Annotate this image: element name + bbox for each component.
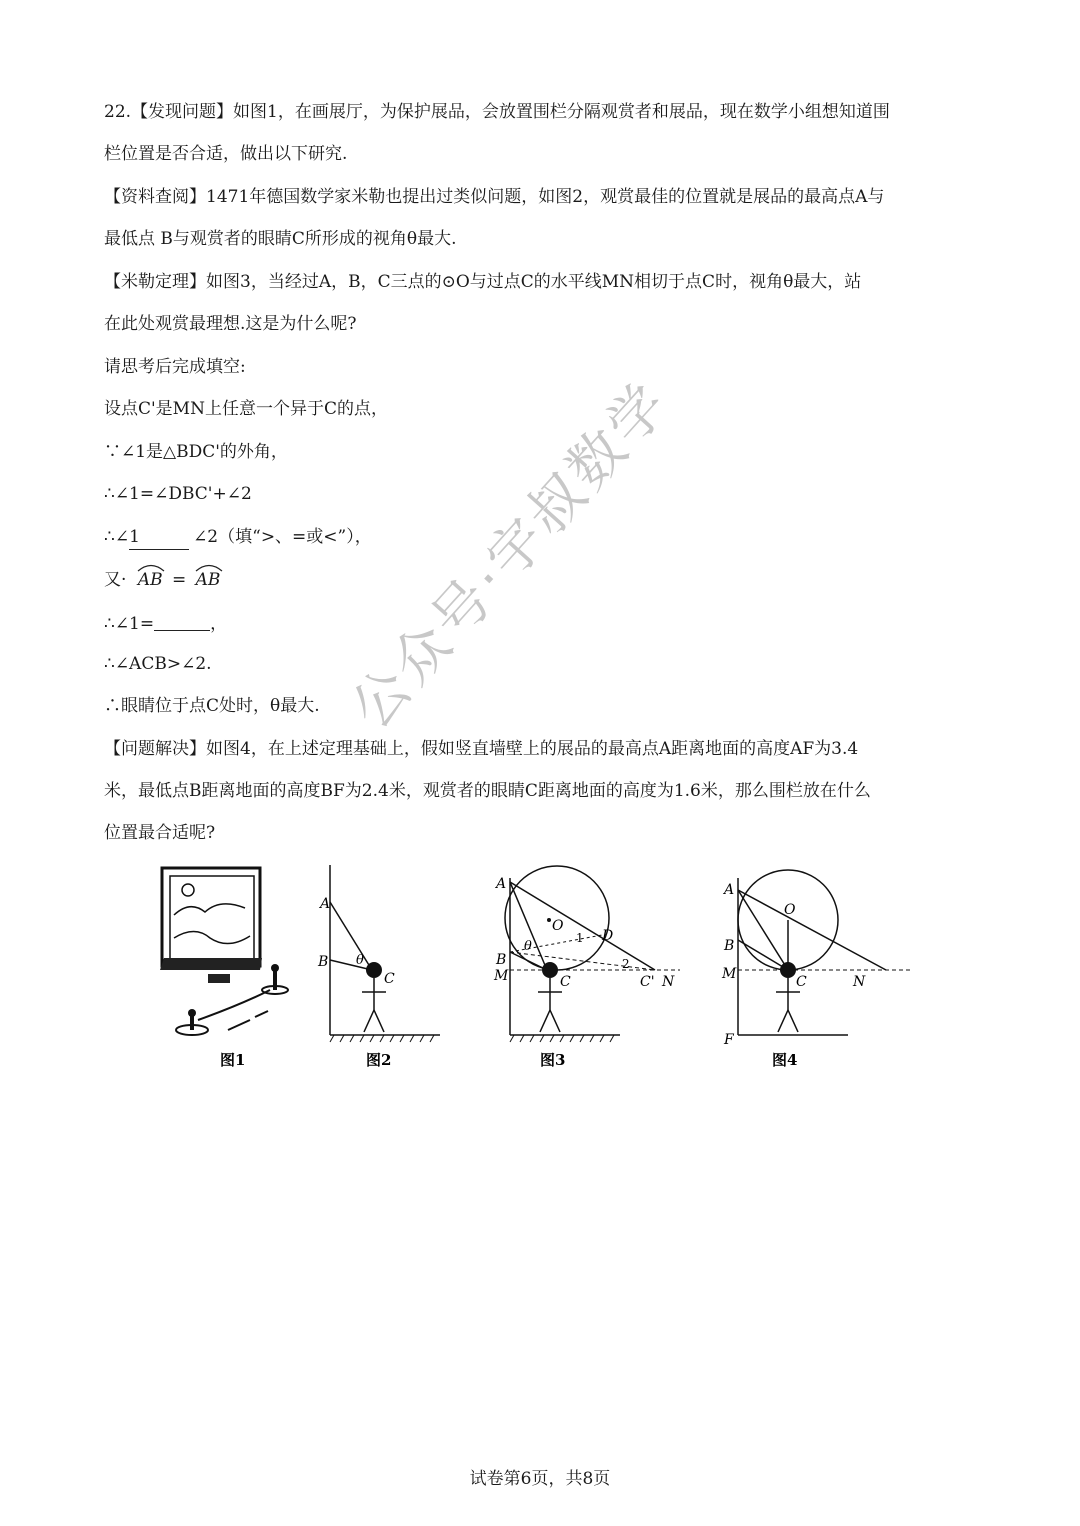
problem-line: 米，最低点B距离地面的高度BF为2.4米，观赏者的眼睛C距离地面的高度为1.6米，那么围栏放在什么 bbox=[104, 781, 871, 801]
fill-suffix: ∠2（填“>、=或<”）， bbox=[193, 527, 372, 547]
label-A: A bbox=[496, 876, 507, 892]
label-N: N bbox=[853, 974, 866, 990]
geometry-figures bbox=[150, 860, 940, 1080]
figure-2-caption: 图2 bbox=[366, 1051, 392, 1069]
fill-blank-empty[interactable] bbox=[154, 614, 210, 631]
label-C: C bbox=[384, 971, 395, 987]
sun-icon bbox=[182, 884, 194, 896]
arc-label: AB bbox=[137, 570, 163, 590]
figure-4-caption: 图4 bbox=[772, 1051, 798, 1069]
figure-1-caption: 图1 bbox=[220, 1051, 246, 1069]
label-A: A bbox=[724, 882, 735, 898]
problem-line: 设点C'是MN上任意一个异于C的点， bbox=[104, 399, 388, 419]
problem-line: ∵∠1是△BDC'的外角， bbox=[104, 442, 288, 462]
page-footer: 试卷第6页，共8页 bbox=[469, 1469, 611, 1489]
label-B: B bbox=[724, 938, 735, 954]
figure-3-caption: 图3 bbox=[540, 1051, 566, 1069]
problem-line: 最低点 B与观赏者的眼睛C所形成的视角θ最大. bbox=[104, 229, 457, 249]
arc-ab-1 bbox=[138, 568, 163, 592]
figure-2 bbox=[317, 865, 440, 1069]
fill-prefix: ∴∠ bbox=[104, 527, 130, 547]
problem-line: 【资料查阅】1471年德国数学家米勒也提出过类似问题，如图2，观赏最佳的位置就是展品的最高点A与 bbox=[104, 187, 885, 207]
label-angle-1: 1 bbox=[576, 931, 584, 945]
label-F: F bbox=[724, 1032, 734, 1048]
problem-line: ∴眼睛位于点C处时，θ最大. bbox=[104, 696, 320, 716]
label-O: O bbox=[552, 918, 564, 934]
figures-row bbox=[150, 860, 940, 1080]
arc-equals: = bbox=[172, 570, 187, 590]
fill-blank-line-1 bbox=[104, 525, 372, 550]
arc-equality-line bbox=[104, 568, 220, 592]
fill-blank-answer[interactable]: 1 bbox=[129, 525, 189, 550]
arc-mark-icon bbox=[194, 562, 224, 572]
problem-line: ∴∠1=∠DBC'+∠2 bbox=[104, 484, 252, 504]
arc-prefix: 又· bbox=[104, 570, 127, 590]
label-theta: θ bbox=[524, 939, 532, 954]
fill-suffix: ， bbox=[210, 614, 228, 634]
label-angle-2: 2 bbox=[622, 957, 630, 971]
figure-4 bbox=[721, 870, 913, 1069]
label-A: A bbox=[320, 896, 331, 912]
label-M: M bbox=[722, 966, 737, 982]
figure-3 bbox=[493, 866, 680, 1069]
label-D: D bbox=[602, 928, 614, 944]
problem-line: 位置最合适呢? bbox=[104, 823, 216, 843]
problem-line: 栏位置是否合适，做出以下研究. bbox=[104, 144, 348, 164]
watermark: 公众号·宇叔数学 bbox=[338, 369, 683, 742]
arc-mark-icon bbox=[136, 562, 166, 572]
label-N: N bbox=[662, 974, 675, 990]
problem-line: 22.【发现问题】如图1，在画展厅，为保护展品，会放置围栏分隔观赏者和展品，现在数学小组想知道围 bbox=[104, 102, 890, 122]
arc-ab-2 bbox=[196, 568, 221, 592]
label-M: M bbox=[494, 968, 509, 984]
problem-line: 【米勒定理】如图3，当经过A，B，C三点的⊙O与过点C的水平线MN相切于点C时，视角θ最大，站 bbox=[104, 272, 862, 292]
label-B: B bbox=[318, 954, 329, 970]
label-theta: θ bbox=[356, 953, 364, 968]
fill-blank-line-2 bbox=[104, 612, 227, 636]
problem-line: 在此处观赏最理想.这是为什么呢? bbox=[104, 314, 357, 334]
label-C: C bbox=[560, 974, 571, 990]
problem-line: ∴∠ACB>∠2. bbox=[104, 654, 212, 674]
label-C-prime: C' bbox=[640, 974, 655, 990]
problem-line: 请思考后完成填空: bbox=[104, 357, 246, 377]
label-C: C bbox=[796, 974, 807, 990]
figure-1 bbox=[160, 868, 288, 1069]
label-O: O bbox=[784, 902, 796, 918]
arc-label: AB bbox=[195, 570, 221, 590]
problem-line: 【问题解决】如图4，在上述定理基础上，假如竖直墙壁上的展品的最高点A距离地面的高度AF为3.4 bbox=[104, 739, 859, 759]
fill-prefix: ∴∠1= bbox=[104, 614, 155, 634]
label-B: B bbox=[496, 952, 507, 968]
